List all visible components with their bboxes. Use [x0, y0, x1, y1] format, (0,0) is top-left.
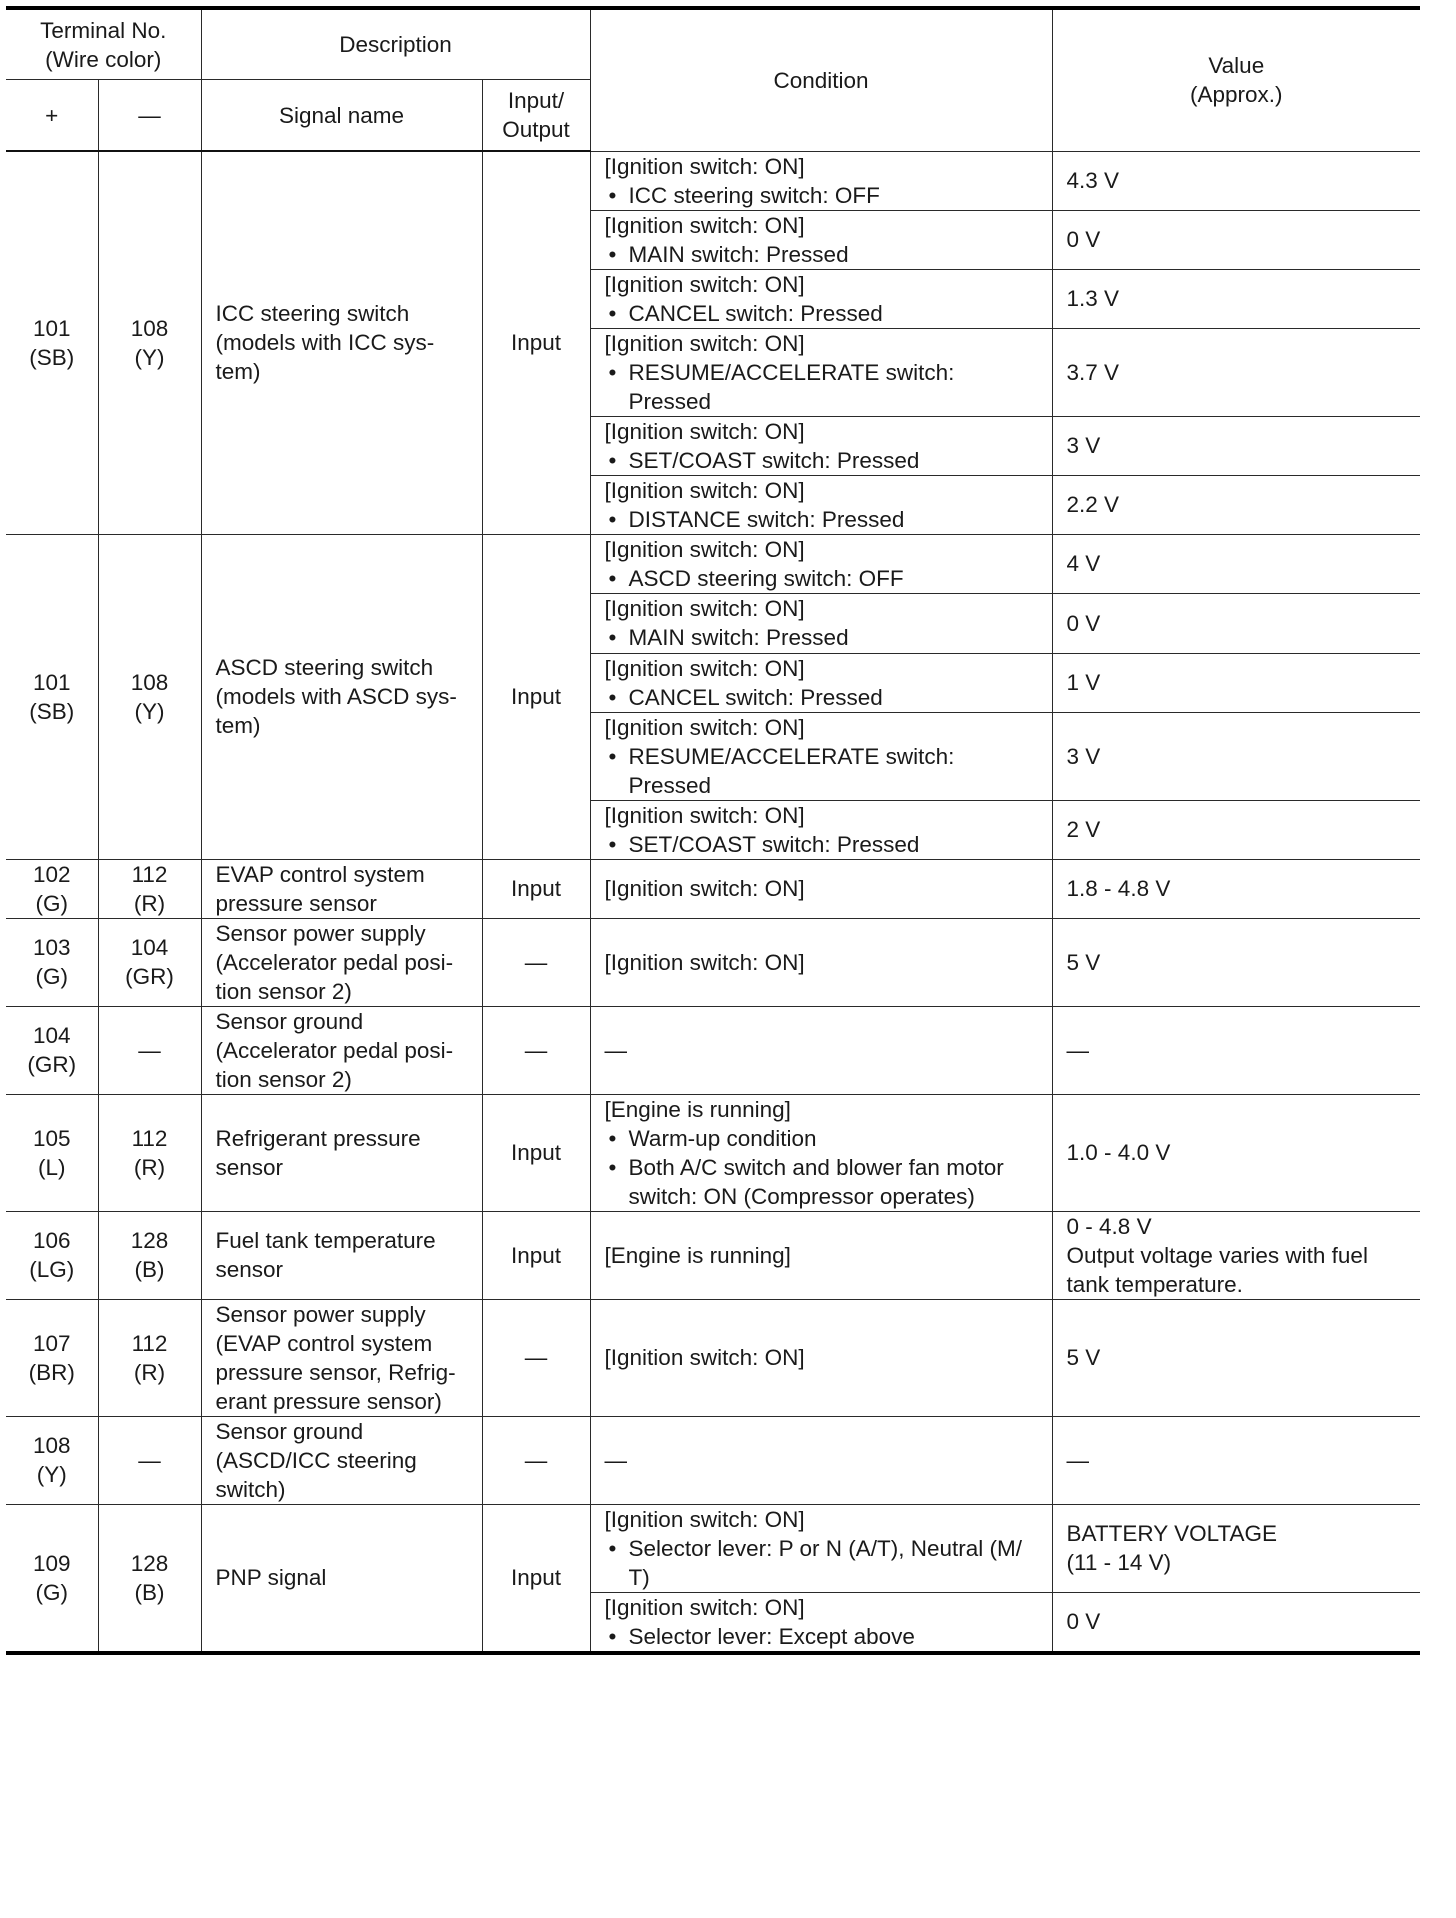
condition-state: [Ignition switch: ON] — [604, 477, 805, 503]
input-output: — — [482, 918, 590, 1006]
condition — [590, 1006, 1052, 1094]
condition-header: Condition — [590, 8, 1052, 151]
value: 0 V — [1052, 210, 1420, 269]
condition — [590, 859, 1052, 918]
condition-state: [Ignition switch: ON] — [604, 536, 805, 562]
condition-state: [Ignition switch: ON] — [604, 1594, 805, 1620]
condition-state: [Ignition switch: ON] — [604, 153, 805, 179]
value: 4 V — [1052, 534, 1420, 593]
value: 4.3 V — [1052, 151, 1420, 210]
value: 1.8 - 4.8 V — [1052, 859, 1420, 918]
value-header: Value (Approx.) — [1052, 8, 1420, 151]
condition-state: [Ignition switch: ON] — [604, 655, 805, 681]
terminal-plus: 105 (L) — [6, 1094, 98, 1211]
condition — [590, 210, 1052, 269]
condition — [590, 918, 1052, 1006]
terminal-minus: 128 (B) — [98, 1211, 201, 1299]
plus-header: + — [6, 80, 98, 152]
condition-state: [Ignition switch: ON] — [604, 876, 805, 901]
condition — [590, 269, 1052, 328]
condition-state: [Ignition switch: ON] — [604, 714, 805, 740]
condition-state: — — [604, 1037, 628, 1063]
input-output: — — [482, 1006, 590, 1094]
table-row — [6, 1504, 1420, 1592]
condition — [590, 151, 1052, 210]
condition-state: [Ignition switch: ON] — [604, 1506, 805, 1532]
input-output: Input — [482, 534, 590, 859]
table-row — [6, 1006, 1420, 1094]
condition-bullet: • DISTANCE switch: Pressed — [608, 506, 905, 532]
condition-bullet: • SET/COAST switch: Pressed — [608, 831, 920, 857]
terminal-minus: 108 (Y) — [98, 534, 201, 859]
condition-bullet: • SET/COAST switch: Pressed — [608, 447, 920, 473]
terminal-minus: — — [98, 1416, 201, 1504]
condition-bullet: • Warm-up condition — [608, 1125, 817, 1151]
condition-bullet: • CANCEL switch: Pressed — [608, 300, 883, 326]
condition-bullet: • Selector lever: P or N (A/T), Neutral (M/ T) — [608, 1535, 1022, 1590]
value: 2 V — [1052, 800, 1420, 859]
value: 3 V — [1052, 712, 1420, 800]
value: BATTERY VOLTAGE (11 - 14 V) — [1052, 1504, 1420, 1592]
terminal-table — [6, 6, 1420, 1655]
description-header: Description — [201, 8, 590, 80]
value: 5 V — [1052, 918, 1420, 1006]
terminal-plus: 106 (LG) — [6, 1211, 98, 1299]
condition-state: [Ignition switch: ON] — [604, 271, 805, 297]
value: — — [1052, 1006, 1420, 1094]
input-output: Input — [482, 1211, 590, 1299]
value: 5 V — [1052, 1299, 1420, 1416]
terminal-plus: 104 (GR) — [6, 1006, 98, 1094]
signal-name: Sensor ground (ASCD/ICC steering switch) — [201, 1416, 482, 1504]
table-row — [6, 534, 1420, 593]
terminal-plus: 101 (SB) — [6, 534, 98, 859]
minus-header: — — [98, 80, 201, 152]
condition — [590, 475, 1052, 534]
signal-name-header: Signal name — [201, 80, 482, 152]
input-output: Input — [482, 1094, 590, 1211]
condition-bullet: • MAIN switch: Pressed — [608, 625, 849, 650]
condition — [590, 653, 1052, 712]
condition-state: — — [604, 1447, 628, 1473]
condition-state: [Ignition switch: ON] — [604, 212, 805, 238]
condition-bullet: • ICC steering switch: OFF — [608, 182, 880, 208]
terminal-plus: 107 (BR) — [6, 1299, 98, 1416]
terminal-minus: 108 (Y) — [98, 151, 201, 534]
condition-state: [Ignition switch: ON] — [604, 949, 805, 975]
terminal-minus: 112 (R) — [98, 859, 201, 918]
terminal-minus: 104 (GR) — [98, 918, 201, 1006]
condition — [590, 416, 1052, 475]
condition-state: [Engine is running] — [604, 1242, 791, 1268]
terminal-plus: 102 (G) — [6, 859, 98, 918]
terminal-minus: 112 (R) — [98, 1094, 201, 1211]
value: 0 - 4.8 V Output voltage varies with fuel tank temperature. — [1052, 1211, 1420, 1299]
table-body — [6, 151, 1420, 1653]
condition — [590, 328, 1052, 416]
value: 1.3 V — [1052, 269, 1420, 328]
condition-state: [Ignition switch: ON] — [604, 330, 805, 356]
table-row — [6, 1416, 1420, 1504]
condition — [590, 1211, 1052, 1299]
value: 0 V — [1052, 1592, 1420, 1653]
condition — [590, 800, 1052, 859]
terminal-minus: 128 (B) — [98, 1504, 201, 1653]
condition-bullet: • Both A/C switch and blower fan motor switch: ON (Compressor operates) — [608, 1154, 1004, 1209]
value: 3 V — [1052, 416, 1420, 475]
condition-state: [Engine is running] — [604, 1096, 791, 1122]
io-header: Input/ Output — [482, 80, 590, 152]
table-row — [6, 1211, 1420, 1299]
signal-name: Sensor power supply (Accelerator pedal posi- tion sensor 2) — [201, 918, 482, 1006]
condition — [590, 1094, 1052, 1211]
table-row — [6, 1094, 1420, 1211]
input-output: — — [482, 1416, 590, 1504]
table-row — [6, 151, 1420, 210]
signal-name: Fuel tank temperature sensor — [201, 1211, 482, 1299]
value: 1 V — [1052, 653, 1420, 712]
terminal-plus: 101 (SB) — [6, 151, 98, 534]
condition — [590, 1416, 1052, 1504]
terminal-plus: 108 (Y) — [6, 1416, 98, 1504]
signal-name: Sensor ground (Accelerator pedal posi- tion sensor 2) — [201, 1006, 482, 1094]
signal-name: PNP signal — [201, 1504, 482, 1653]
value: 2.2 V — [1052, 475, 1420, 534]
condition — [590, 1299, 1052, 1416]
condition-state: [Ignition switch: ON] — [604, 596, 805, 621]
input-output: — — [482, 1299, 590, 1416]
value: — — [1052, 1416, 1420, 1504]
condition — [590, 534, 1052, 593]
condition-bullet: • RESUME/ACCELERATE switch: Pressed — [608, 359, 955, 414]
terminal-plus: 109 (G) — [6, 1504, 98, 1653]
condition-state: [Ignition switch: ON] — [604, 802, 805, 828]
condition-bullet: • CANCEL switch: Pressed — [608, 684, 883, 710]
value: 3.7 V — [1052, 328, 1420, 416]
terminal-plus: 103 (G) — [6, 918, 98, 1006]
input-output: Input — [482, 859, 590, 918]
condition-bullet: • RESUME/ACCELERATE switch: Pressed — [608, 743, 955, 798]
condition-state: [Ignition switch: ON] — [604, 1345, 805, 1370]
condition — [590, 1504, 1052, 1592]
condition — [590, 593, 1052, 653]
signal-name: ASCD steering switch (models with ASCD sys- tem) — [201, 534, 482, 859]
table-row — [6, 918, 1420, 1006]
terminal-minus: 112 (R) — [98, 1299, 201, 1416]
condition — [590, 712, 1052, 800]
signal-name: EVAP control system pressure sensor — [201, 859, 482, 918]
condition — [590, 1592, 1052, 1653]
table-row — [6, 859, 1420, 918]
value: 0 V — [1052, 593, 1420, 653]
signal-name: Refrigerant pressure sensor — [201, 1094, 482, 1211]
terminal-header: Terminal No. (Wire color) — [6, 8, 201, 80]
signal-name: ICC steering switch (models with ICC sys- tem) — [201, 151, 482, 534]
condition-bullet: • Selector lever: Except above — [608, 1623, 915, 1649]
value: 1.0 - 4.0 V — [1052, 1094, 1420, 1211]
condition-bullet: • ASCD steering switch: OFF — [608, 565, 904, 591]
condition-state: [Ignition switch: ON] — [604, 418, 805, 444]
input-output: Input — [482, 1504, 590, 1653]
table-row — [6, 1299, 1420, 1416]
input-output: Input — [482, 151, 590, 534]
terminal-minus: — — [98, 1006, 201, 1094]
signal-name: Sensor power supply (EVAP control system pressure sensor, Refrig- erant pressure sensor) — [201, 1299, 482, 1416]
header-row-1 — [6, 8, 1420, 80]
condition-bullet: • MAIN switch: Pressed — [608, 241, 849, 267]
